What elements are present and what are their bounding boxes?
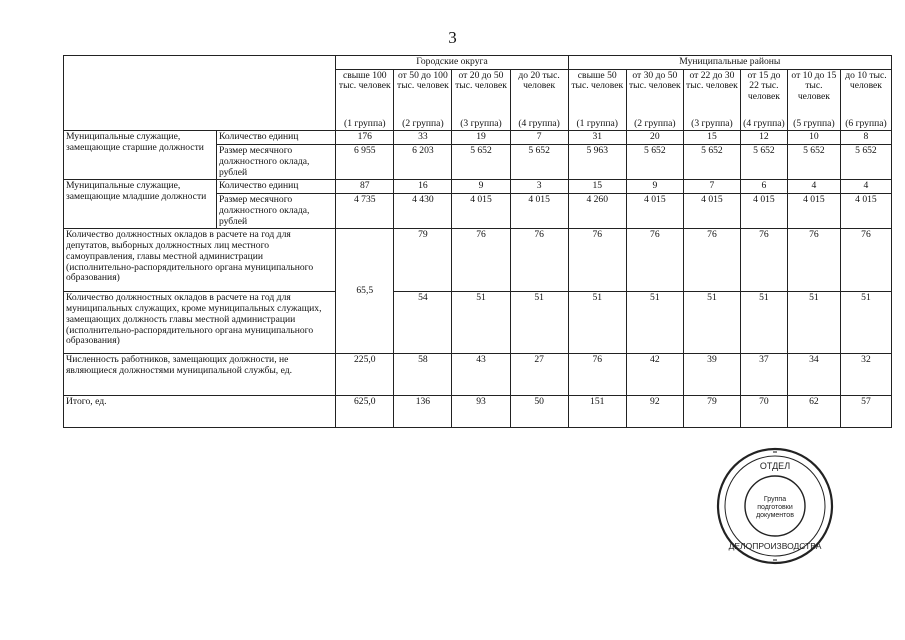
row-sublabel: Количество единиц [216,131,335,145]
header-city-col: свыше 100 тыс. человек (1 группа) [336,69,394,131]
table-cell: 76 [568,354,626,396]
table-cell: 5 652 [740,145,787,180]
table-cell: 76 [568,229,626,292]
table-cell: 5 652 [840,145,891,180]
header-district-col: свыше 50 тыс. человек (1 группа) [568,69,626,131]
salary-table [63,55,892,428]
table-cell: 87 [336,180,394,194]
table-row [64,180,892,194]
table-cell: 58 [394,354,452,396]
table-cell: 7 [510,131,568,145]
table-cell: 32 [840,354,891,396]
row-label-servants: Количество должностных окладов в расчете на год для муниципальных служащих, кроме муниципальных служащих, замещающих должность главы местной администрации (исполнительно-распорядительного органа муниципального образования) [64,292,336,354]
table-cell: 76 [683,229,740,292]
table-cell: 51 [840,292,891,354]
table-cell: 4 [787,180,840,194]
header-city-col: от 50 до 100 тыс. человек (2 группа) [394,69,452,131]
table-cell: 70 [740,396,787,428]
header-district-col: от 15 до 22 тыс. человек (4 группа) [740,69,787,131]
table-cell: 4 735 [336,194,394,229]
header-blank [64,56,336,131]
table-cell: 93 [452,396,510,428]
table-cell: 34 [787,354,840,396]
row-label-junior: Муниципальные служащие, замещающие младшие должности [64,180,217,229]
row-sublabel: Размер месячного должностного оклада, рублей [216,145,335,180]
table-cell: 625,0 [336,396,394,428]
table-cell: 76 [840,229,891,292]
table-cell: 136 [394,396,452,428]
row-label-workers: Численность работников, замещающих должности, не являющиеся должностями муниципальной службы, ед. [64,354,336,396]
table-cell: 51 [787,292,840,354]
merged-value-cell: 65,5 [336,229,394,354]
table-cell: 6 [740,180,787,194]
table-cell: 43 [452,354,510,396]
table-cell: 4 [840,180,891,194]
table-cell: 4 015 [626,194,683,229]
table-cell: 4 015 [740,194,787,229]
table-cell: 5 652 [452,145,510,180]
stamp-inner-line-3: документов [756,512,794,519]
table-cell: 76 [452,229,510,292]
table-cell: 31 [568,131,626,145]
table-cell: 57 [840,396,891,428]
table-cell: 76 [740,229,787,292]
table-cell: 62 [787,396,840,428]
table-row [64,396,892,428]
stamp-center-text-1: ОТДЕЛ [759,461,791,471]
table-row [64,292,892,354]
table-cell: 79 [683,396,740,428]
header-city-districts: Городские округа [336,56,568,70]
header-city-col: от 20 до 50 тыс. человек (3 группа) [452,69,510,131]
table-cell: 4 015 [452,194,510,229]
table-cell: 7 [683,180,740,194]
header-district-col: до 10 тыс. человек (6 группа) [840,69,891,131]
table-cell: 176 [336,131,394,145]
table-cell: 27 [510,354,568,396]
table-cell: 51 [683,292,740,354]
stamp-seal-icon [715,446,835,566]
table-row [64,354,892,396]
table-cell: 10 [787,131,840,145]
table-cell: 51 [740,292,787,354]
table-row [64,229,892,292]
table-cell: 4 015 [840,194,891,229]
header-city-col: до 20 тыс. человек (4 группа) [510,69,568,131]
table-cell: 39 [683,354,740,396]
table-cell: 4 015 [510,194,568,229]
table-cell: 5 652 [510,145,568,180]
header-district-col: от 10 до 15 тыс. человек (5 группа) [787,69,840,131]
table-cell: 5 652 [626,145,683,180]
table-cell: 5 652 [683,145,740,180]
stamp-center-text-2: ДЕЛОПРОИЗВОДСТВА [728,541,822,551]
table-cell: 5 963 [568,145,626,180]
table-cell: 151 [568,396,626,428]
table-cell: 51 [568,292,626,354]
table-cell: 5 652 [787,145,840,180]
table-cell: 76 [787,229,840,292]
table-cell: 51 [452,292,510,354]
table-cell: 33 [394,131,452,145]
table-cell: 4 430 [394,194,452,229]
table-cell: 20 [626,131,683,145]
table-cell: 9 [452,180,510,194]
table-cell: 4 015 [683,194,740,229]
table-cell: 8 [840,131,891,145]
table-cell: 4 260 [568,194,626,229]
office-stamp [715,446,835,566]
table-cell: 15 [568,180,626,194]
table-cell: 92 [626,396,683,428]
row-sublabel: Размер месячного должностного оклада, рублей [216,194,335,229]
table-cell: 12 [740,131,787,145]
table-cell: 76 [510,229,568,292]
table-cell: 54 [394,292,452,354]
row-label-deputies: Количество должностных окладов в расчете на год для депутатов, выборных должностных лиц местного самоуправления, главы местной администрации (исполнительно-распорядительного органа муниципального образования) [64,229,336,292]
table-cell: 16 [394,180,452,194]
table-cell: 50 [510,396,568,428]
table-cell: 225,0 [336,354,394,396]
page-number: 3 [448,28,457,47]
table-cell: 15 [683,131,740,145]
header-district-col: от 30 до 50 тыс. человек (2 группа) [626,69,683,131]
table-cell: 6 203 [394,145,452,180]
header-district-col: от 22 до 30 тыс. человек (3 группа) [683,69,740,131]
table-cell: 4 015 [787,194,840,229]
table-cell: 51 [510,292,568,354]
table-cell: 42 [626,354,683,396]
table-cell: 37 [740,354,787,396]
stamp-inner-line-2: подготовки [757,504,793,511]
table-row [64,131,892,145]
table-cell: 51 [626,292,683,354]
table-cell: 9 [626,180,683,194]
table-cell: 19 [452,131,510,145]
row-label-senior: Муниципальные служащие, замещающие старшие должности [64,131,217,180]
header-municipal-districts: Муниципальные районы [568,56,891,70]
table-cell: 6 955 [336,145,394,180]
table-cell: 3 [510,180,568,194]
table-cell: 76 [626,229,683,292]
row-sublabel: Количество единиц [216,180,335,194]
table-cell: 79 [394,229,452,292]
row-label-total: Итого, ед. [64,396,336,428]
stamp-inner-line-1: Группа [763,496,787,503]
